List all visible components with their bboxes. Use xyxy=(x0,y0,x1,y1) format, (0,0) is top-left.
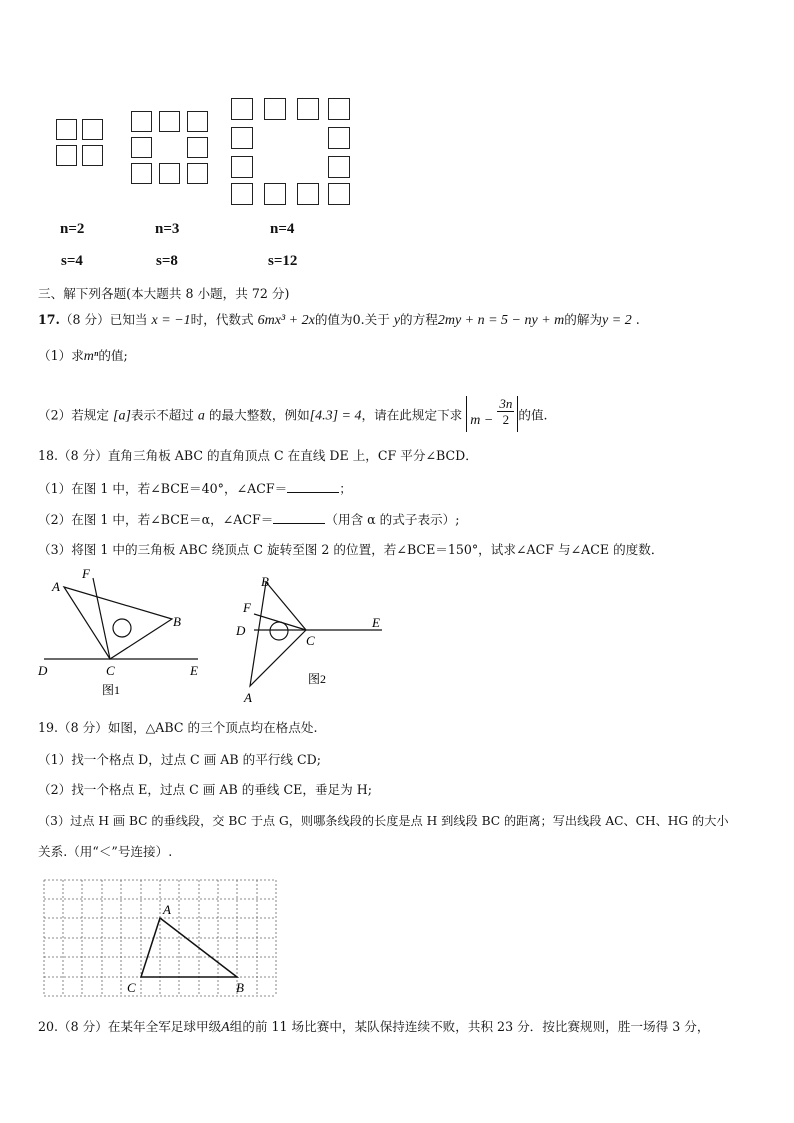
square-tile xyxy=(159,111,180,132)
q17-expression: 6mx³ + 2x xyxy=(257,313,315,328)
q17-part2-text: ，请在此规定下求 xyxy=(361,407,463,423)
pattern-label-n: n=4 xyxy=(270,221,295,237)
q19-stem: 19.（8 分）如图，△ABC 的三个顶点均在格点处. xyxy=(38,720,318,735)
q17-floor-m: m − xyxy=(470,413,494,428)
q17-fraction xyxy=(497,396,514,427)
figure-caption: 图2 xyxy=(308,672,327,686)
q17-part2 xyxy=(38,398,548,434)
square-tile xyxy=(264,98,286,120)
square-tile xyxy=(328,127,350,149)
pattern-label-n: n=2 xyxy=(60,221,85,237)
q17-floor-bracket xyxy=(466,396,518,432)
square-tile xyxy=(231,156,253,178)
square-tile xyxy=(328,98,350,120)
q17-part2-label: （2）若规定 xyxy=(38,407,109,423)
point-label-b: B xyxy=(173,614,181,629)
point-label-c: C xyxy=(127,980,136,995)
answer-blank[interactable] xyxy=(273,510,325,524)
q17-text: 的解为 xyxy=(564,312,603,327)
q17-fraction-denominator: 2 xyxy=(502,412,510,427)
q17-fraction-numerator: 3n xyxy=(499,396,513,411)
square-tile xyxy=(297,183,319,205)
square-tile xyxy=(187,111,208,132)
pattern-label-s: s=12 xyxy=(268,253,298,269)
square-tile xyxy=(131,111,152,132)
q17-part1-label: （1）求 xyxy=(38,348,84,363)
q18-stem: 18.（8 分）直角三角板 ABC 的直角顶点 C 在直线 DE 上，CF 平分∠BCD． xyxy=(38,448,478,463)
square-tile xyxy=(159,163,180,184)
square-tile xyxy=(328,156,350,178)
square-tile xyxy=(187,137,208,158)
q17-text: 的值为0.关于 xyxy=(314,312,390,327)
q20-group: A xyxy=(221,1020,230,1035)
square-tile xyxy=(187,163,208,184)
pattern-label-s: s=4 xyxy=(61,253,83,269)
square-tile xyxy=(56,119,77,140)
pattern-label-n: n=3 xyxy=(155,221,180,237)
hole-circle xyxy=(113,619,131,637)
q17-number: 17. xyxy=(38,312,60,327)
q19-part3-line2: 关系.（用“＜”号连接）. xyxy=(38,844,173,859)
q17-part2-text: 的最大整数，例如 xyxy=(208,407,310,423)
point-label-b: B xyxy=(261,574,269,589)
square-tile xyxy=(231,127,253,149)
square-tile xyxy=(231,98,253,120)
point-label-e: E xyxy=(190,663,198,678)
point-label-c: C xyxy=(306,633,315,648)
q19-part2: （2）找一个格点 E，过点 C 画 AB 的垂线 CE，垂足为 H; xyxy=(38,782,372,797)
square-tile xyxy=(131,163,152,184)
q17-text: 已知当 xyxy=(109,312,148,327)
triangle-abc xyxy=(250,582,306,686)
square-tile xyxy=(82,145,103,166)
q18-part2-end: （用含 α 的式子表示）; xyxy=(325,512,460,527)
q18-part2 xyxy=(38,510,459,529)
q20-text: 组的前 11 场比赛中，某队保持连续不败，共积 23 分．按比赛规则，胜一场得 3 分， xyxy=(229,1019,710,1034)
q17-score: （8 分） xyxy=(59,312,110,327)
q18-part3: （3）将图 1 中的三角板 ABC 绕顶点 C 旋转至图 2 的位置，若∠BCE＝150°，试求∠ACF 与∠ACE 的度数． xyxy=(38,542,664,557)
q17-part1-end: 的值; xyxy=(98,348,128,363)
point-label-f: F xyxy=(82,566,90,581)
q19-part1: （1）找一个格点 D，过点 C 画 AB 的平行线 CD; xyxy=(38,752,321,767)
triangle-abc xyxy=(64,587,172,659)
q17-solution: y = 2 xyxy=(602,313,632,328)
q20-stem xyxy=(38,1018,709,1037)
q18-part1 xyxy=(38,479,352,498)
q20-text: 20.（8 分）在某年全军足球甲级 xyxy=(38,1019,222,1034)
point-label-d: D xyxy=(38,663,48,678)
q17-text: . xyxy=(635,312,640,327)
q17-stem xyxy=(38,311,640,330)
point-label-a: A xyxy=(244,690,252,705)
q17-variable: y xyxy=(393,313,401,328)
q18-figure-1 xyxy=(30,562,220,702)
square-tile xyxy=(131,137,152,158)
answer-blank[interactable] xyxy=(287,479,339,493)
hole-circle xyxy=(270,622,288,640)
q19-grid-figure xyxy=(40,876,282,1002)
square-tile xyxy=(328,183,350,205)
ray-cf xyxy=(93,578,110,659)
q17-part1 xyxy=(38,347,128,366)
q17-part2-bracket: [a] xyxy=(113,408,131,424)
square-tile xyxy=(231,183,253,205)
triangle-abc xyxy=(141,918,237,977)
q17-text: 时，代数式 xyxy=(190,312,254,327)
figure-caption: 图1 xyxy=(102,683,121,697)
point-label-b: B xyxy=(236,980,244,995)
point-label-a: A xyxy=(163,902,171,917)
q18-part2-text: （2）在图 1 中，若∠BCE＝α，∠ACF＝ xyxy=(38,512,274,527)
square-tile xyxy=(56,145,77,166)
q19-part3-line1: （3）过点 H 画 BC 的垂线段，交 BC 于点 G，则哪条线段的长度是点 H 到线段 BC 的距离；写出线段 AC、CH、HG 的大小 xyxy=(38,814,729,828)
q17-condition: x = −1 xyxy=(151,313,191,328)
point-label-f: F xyxy=(243,600,251,615)
q18-part1-text: （1）在图 1 中，若∠BCE＝40°，∠ACF＝ xyxy=(38,481,288,496)
q17-part2-a: a xyxy=(197,408,205,424)
point-label-e: E xyxy=(372,615,380,630)
point-label-a: A xyxy=(52,579,60,594)
q17-part2-example: [4.3] = 4 xyxy=(309,408,362,424)
q17-text: 的方程 xyxy=(400,312,438,327)
point-label-c: C xyxy=(106,663,115,678)
square-tile xyxy=(264,183,286,205)
section-heading: 三、解下列各题(本大题共 8 小题，共 72 分) xyxy=(38,286,290,301)
point-label-d: D xyxy=(236,623,246,638)
q17-equation: 2my + n = 5 − ny + m xyxy=(437,313,565,328)
q18-part1-end: ； xyxy=(339,481,352,496)
q17-part2-text: 表示不超过 xyxy=(130,407,194,423)
q17-part2-end: 的值. xyxy=(518,407,548,423)
square-tile xyxy=(297,98,319,120)
square-tile xyxy=(82,119,103,140)
pattern-label-s: s=8 xyxy=(156,253,178,269)
q17-part1-expr: mⁿ xyxy=(83,349,99,364)
q18-figure-2 xyxy=(226,568,396,708)
grid-lines xyxy=(44,880,276,996)
